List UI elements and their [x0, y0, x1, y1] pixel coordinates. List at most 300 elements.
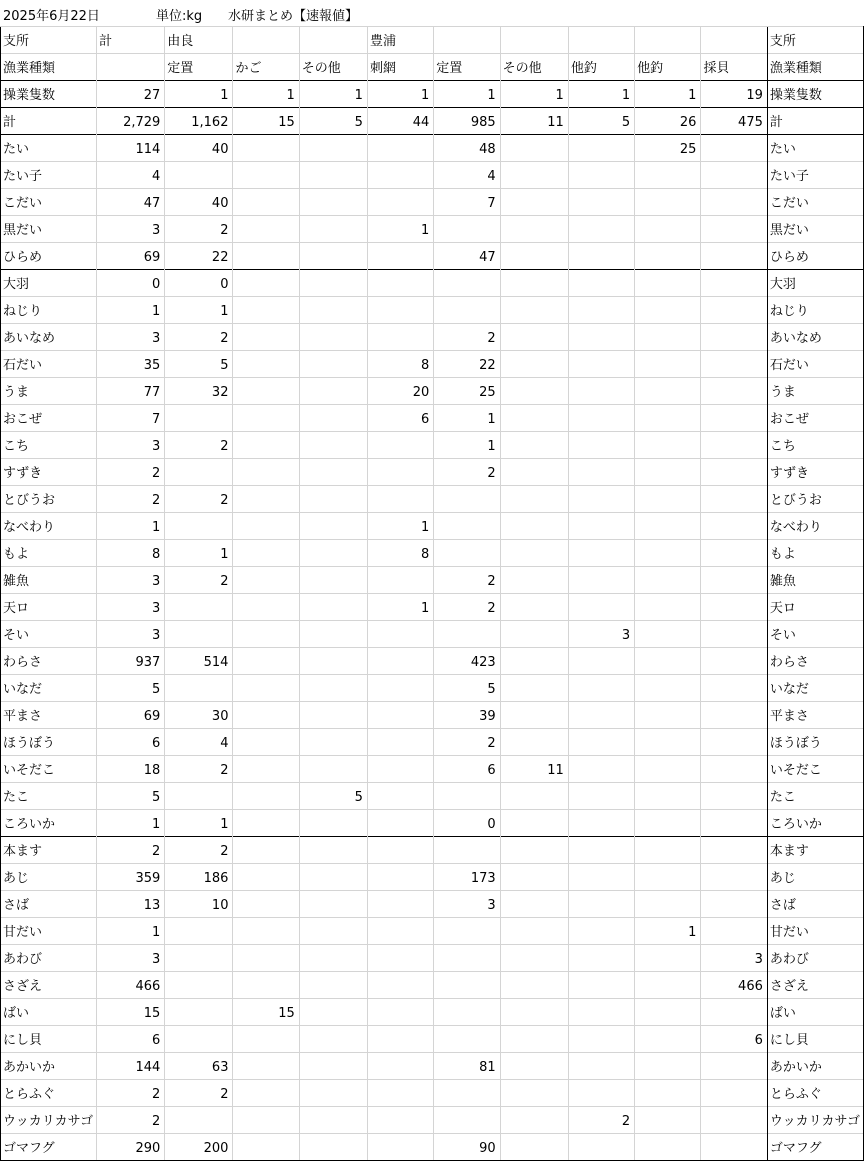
- value-cell[interactable]: [165, 459, 233, 486]
- row-label[interactable]: とらふぐ: [1, 1080, 97, 1107]
- row-label[interactable]: にし貝: [1, 1026, 97, 1053]
- value-cell[interactable]: 25: [635, 135, 701, 162]
- header-cell[interactable]: [568, 27, 634, 54]
- value-cell[interactable]: 69: [97, 243, 165, 270]
- value-cell[interactable]: [568, 270, 634, 297]
- value-cell[interactable]: [500, 621, 568, 648]
- value-cell[interactable]: [233, 351, 299, 378]
- value-cell[interactable]: [299, 594, 367, 621]
- row-label[interactable]: あかいか: [1, 1053, 97, 1080]
- value-cell[interactable]: 1: [500, 81, 568, 108]
- value-cell[interactable]: 2: [165, 756, 233, 783]
- value-cell[interactable]: [568, 1053, 634, 1080]
- value-cell[interactable]: [701, 621, 767, 648]
- row-label-right[interactable]: もよ: [767, 540, 863, 567]
- value-cell[interactable]: [233, 675, 299, 702]
- value-cell[interactable]: [635, 1053, 701, 1080]
- value-cell[interactable]: 0: [434, 810, 500, 837]
- value-cell[interactable]: 114: [97, 135, 165, 162]
- value-cell[interactable]: 25: [434, 378, 500, 405]
- value-cell[interactable]: [233, 837, 299, 864]
- value-cell[interactable]: 39: [434, 702, 500, 729]
- value-cell[interactable]: 3: [434, 891, 500, 918]
- value-cell[interactable]: [434, 540, 500, 567]
- value-cell[interactable]: 1: [165, 810, 233, 837]
- row-label-right[interactable]: ころいか: [767, 810, 863, 837]
- value-cell[interactable]: [701, 540, 767, 567]
- value-cell[interactable]: [568, 1134, 634, 1161]
- value-cell[interactable]: [299, 1080, 367, 1107]
- value-cell[interactable]: [367, 648, 433, 675]
- value-cell[interactable]: [233, 810, 299, 837]
- row-label[interactable]: たい子: [1, 162, 97, 189]
- value-cell[interactable]: 1: [434, 432, 500, 459]
- value-cell[interactable]: [165, 621, 233, 648]
- value-cell[interactable]: [367, 459, 433, 486]
- value-cell[interactable]: [635, 378, 701, 405]
- value-cell[interactable]: [568, 513, 634, 540]
- value-cell[interactable]: [299, 1107, 367, 1134]
- value-cell[interactable]: [233, 918, 299, 945]
- row-label[interactable]: 大羽: [1, 270, 97, 297]
- value-cell[interactable]: [233, 189, 299, 216]
- value-cell[interactable]: [367, 270, 433, 297]
- value-cell[interactable]: 15: [233, 108, 299, 135]
- row-label[interactable]: とびうお: [1, 486, 97, 513]
- value-cell[interactable]: [500, 972, 568, 999]
- value-cell[interactable]: [701, 459, 767, 486]
- value-cell[interactable]: 2: [165, 216, 233, 243]
- value-cell[interactable]: [568, 378, 634, 405]
- value-cell[interactable]: [568, 432, 634, 459]
- value-cell[interactable]: [434, 918, 500, 945]
- value-cell[interactable]: 77: [97, 378, 165, 405]
- value-cell[interactable]: [299, 999, 367, 1026]
- value-cell[interactable]: [635, 891, 701, 918]
- value-cell[interactable]: 22: [165, 243, 233, 270]
- value-cell[interactable]: [635, 783, 701, 810]
- value-cell[interactable]: [568, 783, 634, 810]
- value-cell[interactable]: [367, 999, 433, 1026]
- value-cell[interactable]: [299, 837, 367, 864]
- header-cell[interactable]: [299, 27, 367, 54]
- row-label[interactable]: 平まさ: [1, 702, 97, 729]
- value-cell[interactable]: [233, 621, 299, 648]
- row-label-right[interactable]: たこ: [767, 783, 863, 810]
- value-cell[interactable]: [701, 783, 767, 810]
- row-label[interactable]: 天ロ: [1, 594, 97, 621]
- value-cell[interactable]: [500, 270, 568, 297]
- value-cell[interactable]: [568, 810, 634, 837]
- value-cell[interactable]: [233, 1026, 299, 1053]
- value-cell[interactable]: [299, 135, 367, 162]
- row-label[interactable]: 漁業種類: [1, 54, 97, 81]
- value-cell[interactable]: [367, 729, 433, 756]
- row-label[interactable]: 石だい: [1, 351, 97, 378]
- header-cell[interactable]: 由良: [165, 27, 233, 54]
- value-cell[interactable]: 1: [434, 405, 500, 432]
- value-cell[interactable]: [701, 702, 767, 729]
- value-cell[interactable]: 1: [434, 81, 500, 108]
- value-cell[interactable]: [367, 1026, 433, 1053]
- value-cell[interactable]: [367, 135, 433, 162]
- value-cell[interactable]: [701, 1053, 767, 1080]
- value-cell[interactable]: [635, 972, 701, 999]
- value-cell[interactable]: [500, 135, 568, 162]
- header-cell[interactable]: [434, 27, 500, 54]
- value-cell[interactable]: 11: [500, 756, 568, 783]
- row-label[interactable]: こち: [1, 432, 97, 459]
- row-label[interactable]: おこぜ: [1, 405, 97, 432]
- value-cell[interactable]: [568, 1026, 634, 1053]
- value-cell[interactable]: 81: [434, 1053, 500, 1080]
- value-cell[interactable]: [367, 1053, 433, 1080]
- value-cell[interactable]: 22: [434, 351, 500, 378]
- value-cell[interactable]: 63: [165, 1053, 233, 1080]
- value-cell[interactable]: [500, 1026, 568, 1053]
- row-label-right[interactable]: 漁業種類: [767, 54, 863, 81]
- value-cell[interactable]: 290: [97, 1134, 165, 1161]
- value-cell[interactable]: 2: [97, 1080, 165, 1107]
- value-cell[interactable]: [701, 243, 767, 270]
- value-cell[interactable]: [701, 297, 767, 324]
- value-cell[interactable]: 11: [500, 108, 568, 135]
- value-cell[interactable]: 40: [165, 135, 233, 162]
- row-label[interactable]: 計: [1, 108, 97, 135]
- row-label-right[interactable]: あかいか: [767, 1053, 863, 1080]
- value-cell[interactable]: [500, 594, 568, 621]
- value-cell[interactable]: [233, 270, 299, 297]
- value-cell[interactable]: [500, 783, 568, 810]
- value-cell[interactable]: [233, 702, 299, 729]
- value-cell[interactable]: [568, 297, 634, 324]
- row-label[interactable]: ひらめ: [1, 243, 97, 270]
- value-cell[interactable]: [568, 540, 634, 567]
- value-cell[interactable]: [165, 513, 233, 540]
- value-cell[interactable]: [367, 324, 433, 351]
- value-cell[interactable]: [568, 999, 634, 1026]
- value-cell[interactable]: 26: [635, 108, 701, 135]
- value-cell[interactable]: [165, 918, 233, 945]
- value-cell[interactable]: [367, 567, 433, 594]
- value-cell[interactable]: 1: [97, 297, 165, 324]
- value-cell[interactable]: [233, 783, 299, 810]
- value-cell[interactable]: [635, 567, 701, 594]
- value-cell[interactable]: [299, 702, 367, 729]
- row-label-right[interactable]: 操業隻数: [767, 81, 863, 108]
- value-cell[interactable]: [500, 351, 568, 378]
- value-cell[interactable]: [635, 594, 701, 621]
- row-label[interactable]: あいなめ: [1, 324, 97, 351]
- row-label[interactable]: さば: [1, 891, 97, 918]
- value-cell[interactable]: 1,162: [165, 108, 233, 135]
- value-cell[interactable]: [165, 1107, 233, 1134]
- value-cell[interactable]: 0: [165, 270, 233, 297]
- row-label[interactable]: 黒だい: [1, 216, 97, 243]
- value-cell[interactable]: [568, 243, 634, 270]
- value-cell[interactable]: [500, 837, 568, 864]
- row-label-right[interactable]: あわび: [767, 945, 863, 972]
- value-cell[interactable]: [635, 459, 701, 486]
- value-cell[interactable]: [701, 810, 767, 837]
- value-cell[interactable]: [434, 783, 500, 810]
- value-cell[interactable]: 1: [165, 540, 233, 567]
- row-label-right[interactable]: さざえ: [767, 972, 863, 999]
- value-cell[interactable]: [233, 432, 299, 459]
- value-cell[interactable]: [635, 999, 701, 1026]
- row-label[interactable]: 甘だい: [1, 918, 97, 945]
- value-cell[interactable]: [299, 810, 367, 837]
- value-cell[interactable]: [635, 1080, 701, 1107]
- value-cell[interactable]: [568, 1080, 634, 1107]
- value-cell[interactable]: [434, 216, 500, 243]
- value-cell[interactable]: 2: [434, 324, 500, 351]
- value-cell[interactable]: [299, 891, 367, 918]
- value-cell[interactable]: 7: [434, 189, 500, 216]
- value-cell[interactable]: [568, 216, 634, 243]
- value-cell[interactable]: [165, 999, 233, 1026]
- value-cell[interactable]: [367, 486, 433, 513]
- row-label[interactable]: たこ: [1, 783, 97, 810]
- value-cell[interactable]: [635, 648, 701, 675]
- value-cell[interactable]: [367, 432, 433, 459]
- value-cell[interactable]: 2: [97, 837, 165, 864]
- value-cell[interactable]: [635, 729, 701, 756]
- header-cell[interactable]: [701, 27, 767, 54]
- header-cell[interactable]: [233, 27, 299, 54]
- value-cell[interactable]: 2: [434, 729, 500, 756]
- value-cell[interactable]: 2: [165, 1080, 233, 1107]
- value-cell[interactable]: [635, 837, 701, 864]
- header-cell[interactable]: その他: [299, 54, 367, 81]
- header-cell[interactable]: 定置: [165, 54, 233, 81]
- value-cell[interactable]: [635, 216, 701, 243]
- header-cell[interactable]: 豊浦: [367, 27, 433, 54]
- value-cell[interactable]: [568, 945, 634, 972]
- value-cell[interactable]: 1: [97, 810, 165, 837]
- value-cell[interactable]: 144: [97, 1053, 165, 1080]
- value-cell[interactable]: 937: [97, 648, 165, 675]
- value-cell[interactable]: [568, 351, 634, 378]
- row-label[interactable]: そい: [1, 621, 97, 648]
- value-cell[interactable]: [233, 486, 299, 513]
- row-label-right[interactable]: こだい: [767, 189, 863, 216]
- value-cell[interactable]: [233, 297, 299, 324]
- value-cell[interactable]: [568, 189, 634, 216]
- value-cell[interactable]: 6: [701, 1026, 767, 1053]
- value-cell[interactable]: [500, 945, 568, 972]
- value-cell[interactable]: 5: [97, 783, 165, 810]
- value-cell[interactable]: 69: [97, 702, 165, 729]
- value-cell[interactable]: 2: [165, 567, 233, 594]
- value-cell[interactable]: [434, 837, 500, 864]
- value-cell[interactable]: 2: [165, 486, 233, 513]
- value-cell[interactable]: [500, 513, 568, 540]
- value-cell[interactable]: [500, 1134, 568, 1161]
- value-cell[interactable]: 1: [233, 81, 299, 108]
- value-cell[interactable]: [635, 243, 701, 270]
- value-cell[interactable]: [635, 405, 701, 432]
- value-cell[interactable]: 5: [434, 675, 500, 702]
- value-cell[interactable]: [434, 945, 500, 972]
- value-cell[interactable]: [165, 1026, 233, 1053]
- value-cell[interactable]: 8: [367, 540, 433, 567]
- value-cell[interactable]: [568, 162, 634, 189]
- value-cell[interactable]: 3: [97, 567, 165, 594]
- value-cell[interactable]: 5: [299, 783, 367, 810]
- value-cell[interactable]: [367, 702, 433, 729]
- value-cell[interactable]: [701, 837, 767, 864]
- value-cell[interactable]: 1: [367, 216, 433, 243]
- row-label-right[interactable]: 平まさ: [767, 702, 863, 729]
- row-label[interactable]: いなだ: [1, 675, 97, 702]
- value-cell[interactable]: [635, 486, 701, 513]
- row-label[interactable]: 操業隻数: [1, 81, 97, 108]
- value-cell[interactable]: [233, 513, 299, 540]
- row-label-right[interactable]: たい子: [767, 162, 863, 189]
- value-cell[interactable]: [500, 405, 568, 432]
- value-cell[interactable]: [635, 621, 701, 648]
- value-cell[interactable]: 3: [97, 324, 165, 351]
- value-cell[interactable]: 1: [165, 81, 233, 108]
- value-cell[interactable]: [701, 594, 767, 621]
- value-cell[interactable]: [500, 243, 568, 270]
- value-cell[interactable]: [635, 1107, 701, 1134]
- row-label[interactable]: ねじり: [1, 297, 97, 324]
- value-cell[interactable]: [299, 864, 367, 891]
- value-cell[interactable]: [299, 567, 367, 594]
- value-cell[interactable]: 2: [434, 594, 500, 621]
- value-cell[interactable]: 2: [434, 459, 500, 486]
- row-label-right[interactable]: いそだこ: [767, 756, 863, 783]
- value-cell[interactable]: [701, 918, 767, 945]
- value-cell[interactable]: [500, 1053, 568, 1080]
- header-cell[interactable]: [97, 54, 165, 81]
- value-cell[interactable]: [299, 513, 367, 540]
- value-cell[interactable]: [635, 270, 701, 297]
- value-cell[interactable]: [568, 918, 634, 945]
- value-cell[interactable]: [367, 756, 433, 783]
- value-cell[interactable]: [434, 270, 500, 297]
- value-cell[interactable]: [701, 189, 767, 216]
- value-cell[interactable]: [500, 702, 568, 729]
- row-label-right[interactable]: さば: [767, 891, 863, 918]
- value-cell[interactable]: 2: [97, 1107, 165, 1134]
- value-cell[interactable]: [500, 1080, 568, 1107]
- value-cell[interactable]: [701, 1080, 767, 1107]
- value-cell[interactable]: [233, 945, 299, 972]
- value-cell[interactable]: [701, 567, 767, 594]
- value-cell[interactable]: [568, 675, 634, 702]
- value-cell[interactable]: 4: [165, 729, 233, 756]
- value-cell[interactable]: 15: [97, 999, 165, 1026]
- value-cell[interactable]: [367, 162, 433, 189]
- value-cell[interactable]: [367, 675, 433, 702]
- row-label-right[interactable]: 石だい: [767, 351, 863, 378]
- row-label-right[interactable]: ウッカリカサゴ: [767, 1107, 863, 1134]
- value-cell[interactable]: [367, 918, 433, 945]
- row-label[interactable]: すずき: [1, 459, 97, 486]
- value-cell[interactable]: [568, 324, 634, 351]
- value-cell[interactable]: [299, 1053, 367, 1080]
- value-cell[interactable]: 3: [701, 945, 767, 972]
- value-cell[interactable]: 514: [165, 648, 233, 675]
- value-cell[interactable]: 15: [233, 999, 299, 1026]
- value-cell[interactable]: [635, 162, 701, 189]
- value-cell[interactable]: [500, 432, 568, 459]
- row-label-right[interactable]: たい: [767, 135, 863, 162]
- value-cell[interactable]: [233, 405, 299, 432]
- value-cell[interactable]: [701, 270, 767, 297]
- value-cell[interactable]: [701, 351, 767, 378]
- value-cell[interactable]: 6: [97, 1026, 165, 1053]
- value-cell[interactable]: 32: [165, 378, 233, 405]
- value-cell[interactable]: 27: [97, 81, 165, 108]
- value-cell[interactable]: [568, 972, 634, 999]
- value-cell[interactable]: [701, 405, 767, 432]
- value-cell[interactable]: [701, 999, 767, 1026]
- value-cell[interactable]: [233, 756, 299, 783]
- value-cell[interactable]: [701, 891, 767, 918]
- value-cell[interactable]: [635, 1134, 701, 1161]
- value-cell[interactable]: [299, 189, 367, 216]
- value-cell[interactable]: [568, 135, 634, 162]
- value-cell[interactable]: 1: [635, 81, 701, 108]
- value-cell[interactable]: [635, 702, 701, 729]
- value-cell[interactable]: [701, 135, 767, 162]
- value-cell[interactable]: [367, 621, 433, 648]
- row-label[interactable]: ウッカリカサゴ: [1, 1107, 97, 1134]
- value-cell[interactable]: [500, 378, 568, 405]
- value-cell[interactable]: [165, 162, 233, 189]
- value-cell[interactable]: [434, 513, 500, 540]
- value-cell[interactable]: [635, 864, 701, 891]
- value-cell[interactable]: [500, 864, 568, 891]
- row-label-right[interactable]: あいなめ: [767, 324, 863, 351]
- value-cell[interactable]: 2: [97, 459, 165, 486]
- value-cell[interactable]: [568, 648, 634, 675]
- value-cell[interactable]: [299, 675, 367, 702]
- value-cell[interactable]: [233, 594, 299, 621]
- value-cell[interactable]: [568, 864, 634, 891]
- value-cell[interactable]: 1: [97, 513, 165, 540]
- value-cell[interactable]: 2: [568, 1107, 634, 1134]
- value-cell[interactable]: [434, 1080, 500, 1107]
- value-cell[interactable]: [568, 405, 634, 432]
- value-cell[interactable]: [701, 162, 767, 189]
- value-cell[interactable]: [299, 243, 367, 270]
- row-label-right[interactable]: あじ: [767, 864, 863, 891]
- value-cell[interactable]: 6: [367, 405, 433, 432]
- value-cell[interactable]: [701, 513, 767, 540]
- value-cell[interactable]: 5: [97, 675, 165, 702]
- row-label-right[interactable]: 計: [767, 108, 863, 135]
- row-label-right[interactable]: こち: [767, 432, 863, 459]
- value-cell[interactable]: [635, 324, 701, 351]
- value-cell[interactable]: [500, 459, 568, 486]
- value-cell[interactable]: 47: [434, 243, 500, 270]
- row-label-right[interactable]: 天ロ: [767, 594, 863, 621]
- value-cell[interactable]: 5: [568, 108, 634, 135]
- value-cell[interactable]: [299, 324, 367, 351]
- value-cell[interactable]: [500, 297, 568, 324]
- value-cell[interactable]: [299, 918, 367, 945]
- header-cell[interactable]: その他: [500, 54, 568, 81]
- value-cell[interactable]: 466: [701, 972, 767, 999]
- value-cell[interactable]: [635, 1026, 701, 1053]
- value-cell[interactable]: 1: [165, 297, 233, 324]
- value-cell[interactable]: [434, 297, 500, 324]
